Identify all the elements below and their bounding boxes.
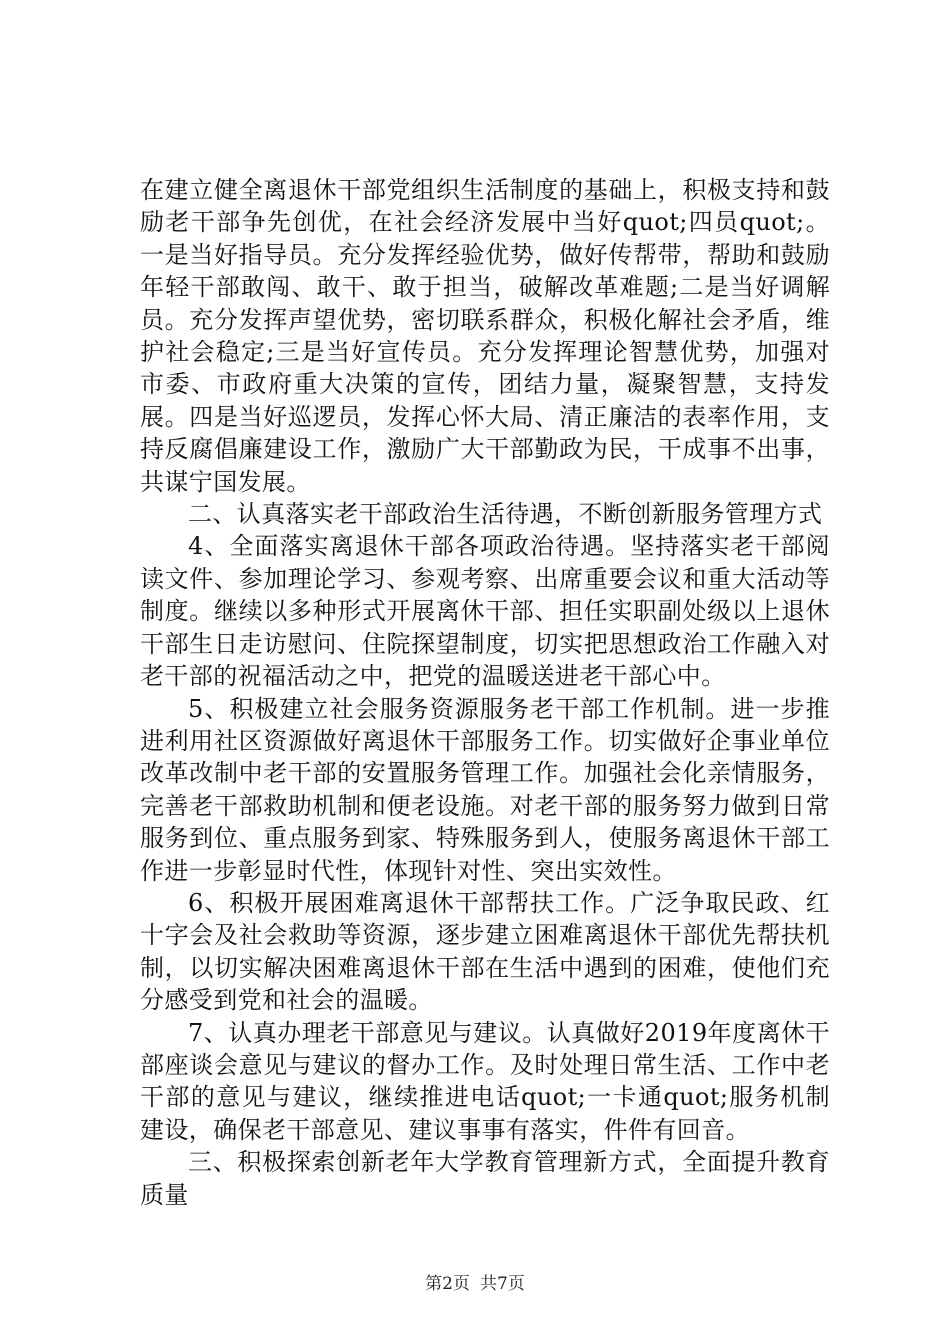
section-heading-3: 三、积极探索创新老年大学教育管理新方式，全面提升教育质量 [140, 1148, 830, 1209]
paragraph-continuation: 在建立健全离退休干部党组织生活制度的基础上，积极支持和鼓励老干部争先创优，在社会经济发展中当好quot;四员quot;。一是当好指导员。充分发挥经验优势，做好传帮带，帮助和鼓励年轻干部敢闯、敢干、敢于担当，破解改革难题;二是当好调解员。充分发挥声望优势，密切联系群众，积极化解社会矛盾，维护社会稳定;三是当好宣传员。充分发挥理论智慧优势，加强对市委、市政府重大决策的宣传，团结力量，凝聚智慧，支持发展。四是当好巡逻员，发挥心怀大局、清正廉洁的表率作用，支持反腐倡廉建设工作，激励广大干部勤政为民，干成事不出事，共谋宁国发展。 [140, 176, 830, 496]
paragraph-item-6: 6、积极开展困难离退休干部帮扶工作。广泛争取民政、红十字会及社会救助等资源，逐步建立困难离退休干部优先帮扶机制，以切实解决困难离退休干部在生活中遇到的困难，使他们充分感受到党和社会的温暖。 [140, 888, 830, 1015]
section-heading-2: 二、认真落实老干部政治生活待遇，不断创新服务管理方式 [188, 500, 823, 529]
document-body [140, 174, 830, 1211]
page-number-total: 共7页 [480, 1274, 525, 1294]
page-number-current: 第2页 [425, 1274, 470, 1294]
paragraph-item-4: 4、全面落实离退休干部各项政治待遇。坚持落实老干部阅读文件、参加理论学习、参观考察、出席重要会议和重大活动等制度。继续以多种形式开展离休干部、担任实职副处级以上退休干部生日走访慰问、住院探望制度，切实把思想政治工作融入对老干部的祝福活动之中，把党的温暖送进老干部心中。 [140, 532, 830, 691]
paragraph-item-7: 7、认真办理老干部意见与建议。认真做好2019年度离休干部座谈会意见与建议的督办工作。及时处理日常生活、工作中老干部的意见与建议，继续推进电话quot;一卡通quot;服务机制建设，确保老干部意见、建议事事有落实，件件有回音。 [140, 1018, 830, 1144]
paragraph-item-5: 5、积极建立社会服务资源服务老干部工作机制。进一步推进利用社区资源做好离退休干部服务工作。切实做好企事业单位改革改制中老干部的安置服务管理工作。加强社会化亲情服务，完善老干部救助机制和便老设施。对老干部的服务努力做到日常服务到位、重点服务到家、特殊服务到人，使服务离退休干部工作进一步彰显时代性，体现针对性、突出实效性。 [140, 694, 830, 885]
page-footer [0, 1273, 950, 1295]
